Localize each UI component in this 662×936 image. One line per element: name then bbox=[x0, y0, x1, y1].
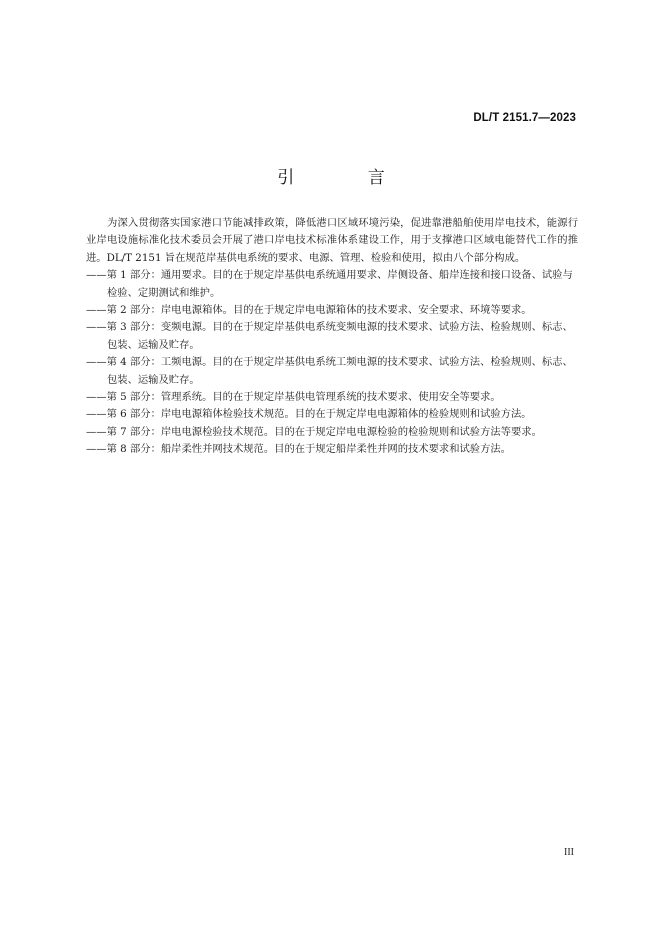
list-item bbox=[86, 267, 578, 302]
document-body bbox=[86, 215, 578, 459]
part-text: ——第 5 部分：管理系统。目的在于规定岸基供电管理系统的技术要求、使用安全等要求。 bbox=[86, 391, 501, 404]
part-text: ——第 6 部分：岸电电源箱体检验技术规范。目的在于规定岸电电源箱体的检验规则和试验方法。 bbox=[86, 408, 532, 421]
intro-paragraph: 为深入贯彻落实国家港口节能减排政策，降低港口区域环境污染，促进靠港船舶使用岸电技术，能源行业岸电设施标准化技术委员会开展了港口岸电技术标准体系建设工作，用于支撑港口区域电能替代工作的推进。DL/T 2151 旨在规范岸基供电系统的要求、电源、管理、检验和使用，拟由八个部分构成。 bbox=[86, 217, 578, 264]
list-item bbox=[86, 319, 578, 354]
list-item bbox=[86, 389, 578, 406]
part-text: ——第 8 部分：船岸柔性并网技术规范。目的在于规定船岸柔性并网的技术要求和试验方法。 bbox=[86, 443, 511, 456]
page-title: 引 言 bbox=[277, 168, 419, 188]
list-item bbox=[86, 441, 578, 458]
list-item bbox=[86, 406, 578, 423]
list-item bbox=[86, 302, 578, 319]
page-number: III bbox=[564, 847, 574, 858]
part-text: ——第 7 部分：岸电电源检验技术规范。目的在于规定岸电电源检验的检验规则和试验方法等要求。 bbox=[86, 425, 542, 438]
part-text: ——第 1 部分：通用要求。目的在于规定岸基供电系统通用要求、岸侧设备、船岸连接和接口设备、试验与检验、定期测试和维护。 bbox=[86, 269, 573, 299]
list-item bbox=[86, 424, 578, 441]
part-text: ——第 4 部分：工频电源。目的在于规定岸基供电系统工频电源的技术要求、试验方法、检验规则、标志、包装、运输及贮存。 bbox=[86, 356, 573, 386]
document-code: DL/T 2151.7—2023 bbox=[473, 112, 576, 124]
part-text: ——第 2 部分：岸电电源箱体。目的在于规定岸电电源箱体的技术要求、安全要求、环境等要求。 bbox=[86, 304, 532, 317]
part-text: ——第 3 部分：变频电源。目的在于规定岸基供电系统变频电源的技术要求、试验方法、检验规则、标志、包装、运输及贮存。 bbox=[86, 321, 573, 351]
list-item bbox=[86, 354, 578, 389]
